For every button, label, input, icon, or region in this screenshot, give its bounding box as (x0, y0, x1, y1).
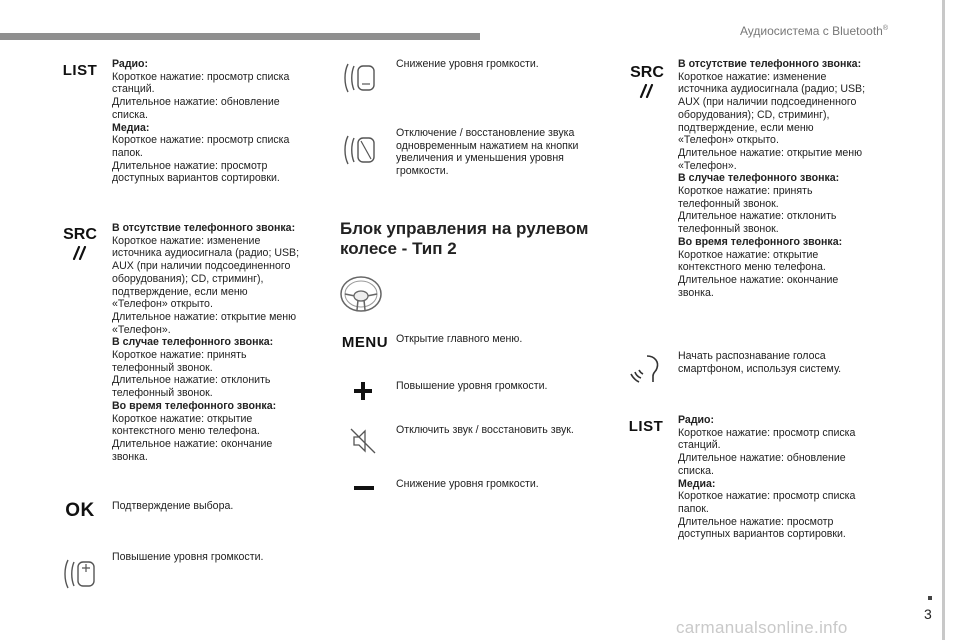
list-description (112, 58, 322, 185)
text-line: Длительное нажатие: открытие меню (678, 146, 863, 159)
text-line: Длительное нажатие: просмотр (112, 159, 268, 172)
text-line: Короткое нажатие: просмотр списка (678, 490, 856, 503)
phone-handset-icon (70, 246, 90, 260)
text-line: телефонный звонок. (678, 197, 779, 210)
page-edge-rule (942, 0, 945, 640)
text-line: Короткое нажатие: изменение (112, 234, 261, 247)
text-line: звонка. (112, 450, 148, 463)
text-line: списка. (678, 464, 714, 477)
text-line: телефонный звонок. (112, 387, 213, 400)
text-line: «Телефон» открыто. (678, 134, 779, 147)
text-line: звонка. (678, 286, 714, 299)
text-line: станций. (678, 439, 721, 452)
text-line: оборудования); CD, стриминг), (678, 108, 830, 121)
text-line: Короткое нажатие: принять (112, 349, 247, 362)
text-line: папок. (678, 502, 709, 515)
watermark: carmanualsonline.info (676, 618, 848, 637)
text-line: В случае телефонного звонка: (112, 336, 274, 349)
text-line: Длительное нажатие: просмотр (678, 515, 834, 528)
text-line: AUX (при наличии подсоединенного (112, 260, 291, 273)
text-line: Длительное нажатие: окончание (112, 437, 273, 450)
text-line: «Телефон». (112, 323, 171, 336)
text-line: смартфоном, используя систему. (678, 362, 842, 375)
mute-speaker-icon (346, 426, 380, 456)
text-line: доступных вариантов сортировки. (678, 528, 846, 541)
text-line: Длительное нажатие: открытие меню (112, 310, 297, 323)
text-line: Во время телефонного звонка: (678, 235, 843, 248)
text-line: станций. (112, 83, 155, 96)
vol-down-description: Снижение уровня громкости. (396, 58, 539, 70)
menu-description: Открытие главного меню. (396, 333, 523, 345)
text-line: Радио: (112, 58, 149, 70)
text-line: «Телефон». (678, 159, 737, 172)
text-line: Во время телефонного звонка: (112, 399, 277, 412)
src-description (112, 222, 322, 463)
text-line: Медиа: (678, 477, 716, 490)
text-line: подтверждение, если меню (678, 121, 814, 134)
ok-button-icon: OK (65, 500, 95, 521)
text-line: Длительное нажатие: обновление (112, 96, 280, 109)
text-line: Медиа: (112, 121, 150, 134)
text-line: Отключение / восстановление звука (396, 127, 575, 139)
text-line: громкости. (396, 165, 449, 178)
text-line: AUX (при наличии подсоединенного (678, 96, 857, 109)
text-line: телефонный звонок. (678, 223, 779, 236)
ok-description: Подтверждение выбора. (112, 500, 234, 512)
list-button-icon-2: LIST (628, 418, 664, 435)
page-number: 3 (924, 606, 932, 622)
text-line: контекстного меню телефона. (112, 425, 260, 438)
steering-volume-up-icon (58, 554, 102, 594)
vol-up-description: Повышение уровня громкости. (112, 551, 264, 563)
list-description-2 (678, 414, 893, 541)
text-line: Короткое нажатие: изменение (678, 70, 827, 83)
mute-description (396, 127, 616, 178)
phone-handset-icon (637, 84, 657, 98)
voice-recognition-icon (624, 352, 668, 388)
text-line: В случае телефонного звонка: (678, 172, 840, 185)
text-line: Короткое нажатие: просмотр списка (112, 70, 290, 83)
minus-description: Снижение уровня громкости. (396, 478, 539, 490)
mute2-description: Отключить звук / восстановить звук. (396, 424, 574, 436)
text-line: увеличения и уменьшения уровня (396, 152, 564, 165)
src-description-2 (678, 58, 893, 299)
page-marker (928, 596, 932, 600)
list-button-icon: LIST (62, 62, 98, 79)
page-header-title: Аудиосистема с Bluetooth® (739, 24, 888, 38)
text-line: оборудования); CD, стриминг), (112, 272, 264, 285)
text-line: списка. (112, 108, 148, 121)
text-line: одновременным нажатием на кнопки (396, 139, 579, 152)
plus-description: Повышение уровня громкости. (396, 380, 548, 392)
text-line: Короткое нажатие: просмотр списка (678, 426, 856, 439)
text-line: Короткое нажатие: открытие (678, 248, 819, 261)
voice-description (678, 350, 893, 375)
text-line: подтверждение, если меню (112, 285, 248, 298)
text-line: Длительное нажатие: отклонить (112, 374, 271, 387)
steering-volume-down-icon (338, 58, 382, 98)
text-line: доступных вариантов сортировки. (112, 172, 280, 185)
text-line: Длительное нажатие: окончание (678, 273, 839, 286)
header-bar (0, 33, 480, 40)
text-line: «Телефон» открыто. (112, 298, 213, 311)
src-phone-button-icon: SRC (54, 226, 106, 262)
text-line: Короткое нажатие: принять (678, 185, 813, 198)
text-line: Длительное нажатие: обновление (678, 452, 846, 465)
text-line: источника аудиосигнала (радио; USB; (678, 83, 866, 96)
steering-mute-icon (338, 130, 382, 170)
section-title: Блок управления на рулевом колесе - Тип 2 (340, 219, 589, 258)
plus-button-icon (348, 380, 378, 402)
text-line: телефонный звонок. (112, 361, 213, 374)
text-line: источника аудиосигнала (радио; USB; (112, 247, 300, 260)
minus-button-icon (350, 484, 378, 492)
text-line: Короткое нажатие: просмотр списка (112, 134, 290, 147)
text-line: Длительное нажатие: отклонить (678, 210, 837, 223)
steering-wheel-icon (336, 274, 386, 314)
text-line: контекстного меню телефона. (678, 261, 826, 274)
text-line: В отсутствие телефонного звонка: (112, 222, 296, 234)
text-line: Начать распознавание голоса (678, 350, 826, 362)
menu-button-icon: MENU (341, 334, 389, 351)
text-line: В отсутствие телефонного звонка: (678, 58, 862, 70)
src-phone-button-icon-2: SRC (620, 64, 674, 100)
text-line: Радио: (678, 414, 715, 426)
text-line: Короткое нажатие: открытие (112, 412, 253, 425)
text-line: папок. (112, 146, 143, 159)
